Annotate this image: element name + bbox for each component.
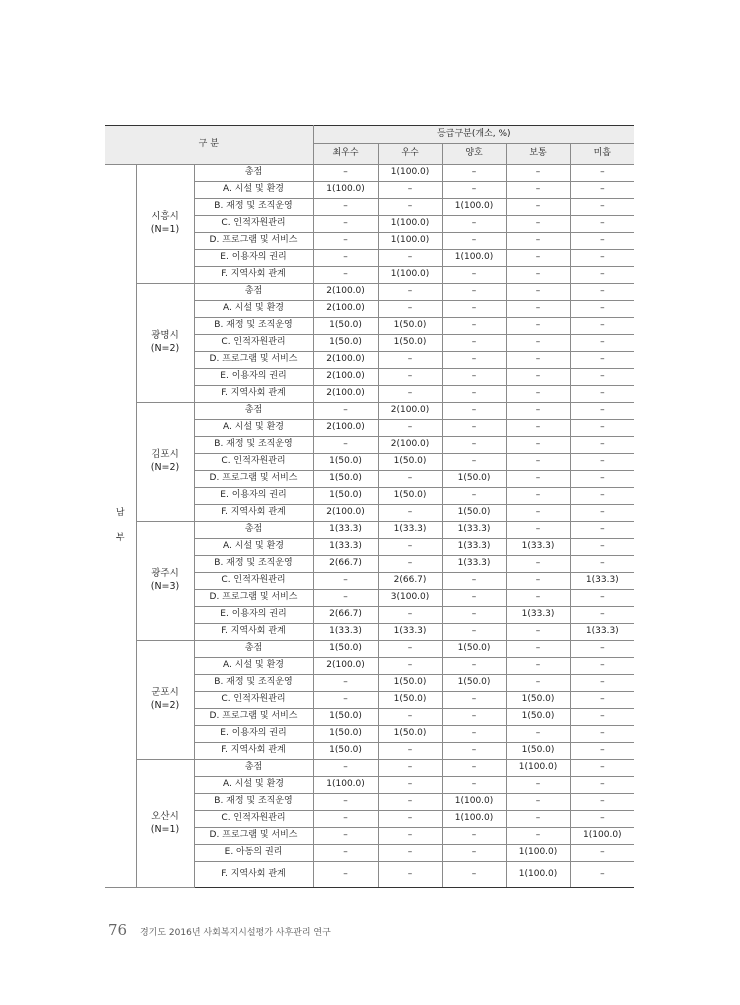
grade-value-cell: 1(50.0) xyxy=(506,692,570,709)
city-name: 광명시 xyxy=(151,330,179,342)
grade-value-cell: 1(33.3) xyxy=(313,624,378,641)
grade-value-cell: – xyxy=(378,250,442,267)
grade-value-cell: – xyxy=(570,301,634,318)
grade-value-cell: – xyxy=(506,675,570,692)
grade-value-cell: – xyxy=(313,862,378,888)
grade-value-cell: – xyxy=(570,471,634,488)
grade-value-cell: 1(100.0) xyxy=(442,250,506,267)
grade-value-cell: – xyxy=(442,182,506,199)
header-grade-good: 우수 xyxy=(378,144,442,165)
grade-value-cell: 1(50.0) xyxy=(378,335,442,352)
grade-value-cell: 2(66.7) xyxy=(313,556,378,573)
category-label: D. 프로그램 및 서비스 xyxy=(194,233,313,250)
grade-value-cell: – xyxy=(570,658,634,675)
grade-value-cell: 1(50.0) xyxy=(378,675,442,692)
grade-value-cell: 1(50.0) xyxy=(442,641,506,658)
page-footer xyxy=(108,921,331,939)
grade-value-cell: – xyxy=(313,675,378,692)
header-grade-fair: 양호 xyxy=(442,144,506,165)
grade-value-cell: 2(100.0) xyxy=(313,352,378,369)
category-label: F. 지역사회 관계 xyxy=(194,267,313,284)
grade-value-cell: – xyxy=(506,777,570,794)
city-name: 군포시 xyxy=(151,687,179,699)
category-label: D. 프로그램 및 서비스 xyxy=(194,590,313,607)
category-label: D. 프로그램 및 서비스 xyxy=(194,471,313,488)
grade-value-cell: – xyxy=(442,267,506,284)
grade-value-cell: – xyxy=(570,743,634,760)
grade-value-cell: 1(50.0) xyxy=(378,726,442,743)
grade-value-cell: – xyxy=(442,335,506,352)
grade-value-cell: 1(33.3) xyxy=(506,539,570,556)
grade-value-cell: 1(33.3) xyxy=(442,539,506,556)
grade-value-cell: 1(50.0) xyxy=(313,641,378,658)
grade-value-cell: – xyxy=(570,165,634,182)
grade-value-cell: – xyxy=(506,658,570,675)
grade-value-cell: – xyxy=(570,233,634,250)
grade-value-cell: – xyxy=(378,386,442,403)
category-label: D. 프로그램 및 서비스 xyxy=(194,828,313,845)
grade-value-cell: – xyxy=(313,811,378,828)
grade-value-cell: – xyxy=(378,420,442,437)
grade-value-cell: – xyxy=(506,182,570,199)
grade-value-cell: – xyxy=(570,369,634,386)
grade-value-cell: – xyxy=(442,709,506,726)
grade-value-cell: – xyxy=(378,182,442,199)
grade-value-cell: 1(100.0) xyxy=(442,794,506,811)
grade-value-cell: – xyxy=(442,828,506,845)
grade-value-cell: – xyxy=(570,862,634,888)
page-number: 76 xyxy=(108,921,128,939)
grade-value-cell: – xyxy=(442,403,506,420)
grade-value-cell: – xyxy=(570,420,634,437)
grade-value-cell: – xyxy=(442,216,506,233)
grade-value-cell: 1(50.0) xyxy=(313,335,378,352)
grade-value-cell: – xyxy=(570,794,634,811)
grade-value-cell: – xyxy=(570,675,634,692)
region-cell xyxy=(105,165,136,888)
grade-value-cell: – xyxy=(570,199,634,216)
grade-value-cell: – xyxy=(570,335,634,352)
grade-value-cell: 1(50.0) xyxy=(378,692,442,709)
grade-value-cell: 2(66.7) xyxy=(313,607,378,624)
category-label: 총점 xyxy=(194,641,313,658)
category-label: E. 이용자의 권리 xyxy=(194,488,313,505)
grade-value-cell: 2(100.0) xyxy=(378,437,442,454)
grade-value-cell: 3(100.0) xyxy=(378,590,442,607)
grade-value-cell: 1(50.0) xyxy=(442,505,506,522)
grade-value-cell: – xyxy=(442,454,506,471)
grade-value-cell: – xyxy=(378,777,442,794)
grade-value-cell: – xyxy=(378,794,442,811)
header-grade-title: 등급구분(개소, %) xyxy=(313,126,634,144)
table-row xyxy=(105,760,634,777)
grade-value-cell: – xyxy=(570,590,634,607)
grade-value-cell: – xyxy=(378,369,442,386)
table-row xyxy=(105,641,634,658)
grade-value-cell: – xyxy=(378,284,442,301)
grade-value-cell: – xyxy=(313,590,378,607)
grade-value-cell: – xyxy=(378,828,442,845)
grade-value-cell: – xyxy=(313,233,378,250)
grade-value-cell: – xyxy=(378,199,442,216)
footer-title: 경기도 2016년 사회복지시설평가 사후관리 연구 xyxy=(139,928,331,938)
grade-value-cell: 1(100.0) xyxy=(506,862,570,888)
grade-value-cell: – xyxy=(570,726,634,743)
city-count: (N=2) xyxy=(150,700,180,711)
grade-value-cell: – xyxy=(570,556,634,573)
grade-value-cell: 2(100.0) xyxy=(313,369,378,386)
city-cell xyxy=(136,760,194,888)
grade-value-cell: – xyxy=(442,743,506,760)
grade-value-cell: 1(100.0) xyxy=(313,182,378,199)
grade-value-cell: – xyxy=(442,607,506,624)
grade-value-cell: 2(100.0) xyxy=(313,301,378,318)
grade-value-cell: 1(50.0) xyxy=(313,726,378,743)
grade-value-cell: 2(100.0) xyxy=(313,420,378,437)
grade-value-cell: – xyxy=(570,267,634,284)
city-cell xyxy=(136,641,194,760)
category-label: E. 이용자의 권리 xyxy=(194,250,313,267)
grade-value-cell: – xyxy=(378,301,442,318)
grade-value-cell: 1(100.0) xyxy=(378,216,442,233)
grade-value-cell: – xyxy=(506,624,570,641)
grade-value-cell: – xyxy=(506,301,570,318)
grade-value-cell: – xyxy=(506,522,570,539)
grade-value-cell: 1(50.0) xyxy=(378,454,442,471)
grade-value-cell: – xyxy=(442,301,506,318)
region-label-2: 부 xyxy=(115,533,125,544)
table-row xyxy=(105,403,634,420)
grade-value-cell: – xyxy=(313,267,378,284)
grade-value-cell: – xyxy=(378,352,442,369)
grade-value-cell: 2(100.0) xyxy=(313,386,378,403)
grade-value-cell: 1(100.0) xyxy=(442,199,506,216)
grade-value-cell: – xyxy=(378,556,442,573)
grade-value-cell: – xyxy=(570,352,634,369)
grade-value-cell: – xyxy=(570,777,634,794)
grade-value-cell: – xyxy=(378,658,442,675)
grade-value-cell: – xyxy=(378,811,442,828)
grade-value-cell: 2(100.0) xyxy=(313,284,378,301)
grade-value-cell: – xyxy=(570,216,634,233)
category-label: D. 프로그램 및 서비스 xyxy=(194,352,313,369)
grade-value-cell: 1(50.0) xyxy=(442,675,506,692)
grade-value-cell: – xyxy=(570,692,634,709)
category-label: 총점 xyxy=(194,403,313,420)
city-name: 김포시 xyxy=(151,449,179,461)
grade-value-cell: – xyxy=(570,437,634,454)
grade-value-cell: – xyxy=(442,233,506,250)
grade-value-cell: 1(100.0) xyxy=(506,845,570,862)
category-label: C. 인적자원관리 xyxy=(194,692,313,709)
grade-value-cell: 1(33.3) xyxy=(506,607,570,624)
header-grade-excellent: 최우수 xyxy=(313,144,378,165)
grade-value-cell: – xyxy=(506,590,570,607)
grade-value-cell: – xyxy=(442,658,506,675)
grade-value-cell: 1(50.0) xyxy=(313,488,378,505)
grade-value-cell: 1(33.3) xyxy=(313,522,378,539)
grade-value-cell: – xyxy=(506,828,570,845)
city-cell xyxy=(136,403,194,522)
category-label: F. 지역사회 관계 xyxy=(194,505,313,522)
city-cell xyxy=(136,522,194,641)
grade-value-cell: 1(100.0) xyxy=(378,267,442,284)
grade-value-cell: 1(33.3) xyxy=(313,539,378,556)
grade-value-cell: – xyxy=(313,250,378,267)
category-label: A. 시설 및 환경 xyxy=(194,539,313,556)
grade-value-cell: 1(100.0) xyxy=(313,777,378,794)
grade-value-cell: – xyxy=(506,505,570,522)
grade-value-cell: – xyxy=(442,386,506,403)
category-label: B. 재정 및 조직운영 xyxy=(194,437,313,454)
grade-value-cell: – xyxy=(570,182,634,199)
header-grade-poor: 미흡 xyxy=(570,144,634,165)
category-label: A. 시설 및 환경 xyxy=(194,301,313,318)
grade-value-cell: 1(33.3) xyxy=(570,573,634,590)
grade-value-cell: 2(100.0) xyxy=(378,403,442,420)
category-label: 총점 xyxy=(194,522,313,539)
grade-value-cell: – xyxy=(313,828,378,845)
grade-value-cell: 1(50.0) xyxy=(313,318,378,335)
grade-value-cell: – xyxy=(506,386,570,403)
grade-value-cell: – xyxy=(442,352,506,369)
grade-value-cell: – xyxy=(313,216,378,233)
grade-value-cell: – xyxy=(442,420,506,437)
grade-value-cell: 1(50.0) xyxy=(506,709,570,726)
grade-value-cell: 2(100.0) xyxy=(313,658,378,675)
category-label: C. 인적자원관리 xyxy=(194,811,313,828)
grade-value-cell: 2(66.7) xyxy=(378,573,442,590)
category-label: E. 이용자의 권리 xyxy=(194,607,313,624)
grade-value-cell: – xyxy=(506,318,570,335)
grade-value-cell: – xyxy=(570,403,634,420)
grade-value-cell: 1(50.0) xyxy=(506,743,570,760)
grade-value-cell: – xyxy=(506,335,570,352)
grade-value-cell: – xyxy=(506,726,570,743)
grade-value-cell: – xyxy=(570,318,634,335)
grade-value-cell: – xyxy=(442,726,506,743)
grade-value-cell: – xyxy=(313,845,378,862)
grade-value-cell: 1(50.0) xyxy=(313,743,378,760)
grade-value-cell: – xyxy=(506,403,570,420)
grade-value-cell: – xyxy=(570,607,634,624)
grade-value-cell: – xyxy=(570,845,634,862)
grade-value-cell: – xyxy=(442,573,506,590)
grade-value-cell: – xyxy=(570,386,634,403)
grade-value-cell: 2(100.0) xyxy=(313,505,378,522)
grade-value-cell: 1(50.0) xyxy=(442,471,506,488)
grade-value-cell: – xyxy=(378,709,442,726)
grade-value-cell: – xyxy=(570,760,634,777)
city-count: (N=2) xyxy=(150,343,180,354)
category-label: B. 재정 및 조직운영 xyxy=(194,199,313,216)
grade-value-cell: – xyxy=(506,420,570,437)
category-label: F. 지역사회 관계 xyxy=(194,743,313,760)
category-label: D. 프로그램 및 서비스 xyxy=(194,709,313,726)
grade-value-cell: 1(100.0) xyxy=(442,811,506,828)
grade-value-cell: 1(33.3) xyxy=(378,624,442,641)
header-gubun: 구 분 xyxy=(105,126,313,165)
category-label: B. 재정 및 조직운영 xyxy=(194,675,313,692)
grade-value-cell: – xyxy=(442,369,506,386)
grade-value-cell: – xyxy=(378,845,442,862)
city-cell xyxy=(136,284,194,403)
header-grade-average: 보통 xyxy=(506,144,570,165)
region-label-1: 남 xyxy=(115,508,125,519)
city-cell xyxy=(136,165,194,284)
grade-value-cell: – xyxy=(506,437,570,454)
grade-value-cell: – xyxy=(442,318,506,335)
grade-value-cell: – xyxy=(570,641,634,658)
category-label: A. 시설 및 환경 xyxy=(194,182,313,199)
grade-value-cell: 1(50.0) xyxy=(378,488,442,505)
grade-value-cell: – xyxy=(570,811,634,828)
table-row xyxy=(105,165,634,182)
category-label: E. 이용자의 권리 xyxy=(194,726,313,743)
grade-value-cell: – xyxy=(313,760,378,777)
grade-value-cell: – xyxy=(506,811,570,828)
city-name: 오산시 xyxy=(151,810,179,822)
grade-value-cell: – xyxy=(570,539,634,556)
grade-value-cell: – xyxy=(442,284,506,301)
category-label: 총점 xyxy=(194,284,313,301)
grade-value-cell: – xyxy=(506,556,570,573)
grade-value-cell: – xyxy=(442,590,506,607)
grade-value-cell: – xyxy=(506,369,570,386)
grade-value-cell: 1(50.0) xyxy=(313,709,378,726)
grade-value-cell: – xyxy=(378,862,442,888)
category-label: B. 재정 및 조직운영 xyxy=(194,318,313,335)
category-label: 총점 xyxy=(194,760,313,777)
grade-value-cell: – xyxy=(313,692,378,709)
grade-value-cell: – xyxy=(506,471,570,488)
grade-value-cell: – xyxy=(313,199,378,216)
grade-value-cell: 1(100.0) xyxy=(570,828,634,845)
grade-value-cell: – xyxy=(570,284,634,301)
grade-value-cell: – xyxy=(442,760,506,777)
grade-value-cell: – xyxy=(570,454,634,471)
category-label: E. 이용자의 권리 xyxy=(194,369,313,386)
grade-value-cell: 1(100.0) xyxy=(506,760,570,777)
grade-value-cell: 1(50.0) xyxy=(378,318,442,335)
category-label: B. 재정 및 조직운영 xyxy=(194,556,313,573)
grade-value-cell: – xyxy=(570,709,634,726)
grade-value-cell: – xyxy=(506,267,570,284)
category-label: C. 인적자원관리 xyxy=(194,216,313,233)
grade-value-cell: – xyxy=(378,471,442,488)
grade-value-cell: – xyxy=(442,862,506,888)
grade-value-cell: – xyxy=(442,845,506,862)
grade-value-cell: 1(33.3) xyxy=(378,522,442,539)
category-label: F. 지역사회 관계 xyxy=(194,862,313,888)
grade-value-cell: 1(33.3) xyxy=(442,522,506,539)
category-label: C. 인적자원관리 xyxy=(194,573,313,590)
grade-value-cell: – xyxy=(313,437,378,454)
grade-value-cell: – xyxy=(506,216,570,233)
grade-value-cell: – xyxy=(442,624,506,641)
grade-value-cell: – xyxy=(442,488,506,505)
category-label: 총점 xyxy=(194,165,313,182)
grade-value-cell: – xyxy=(313,794,378,811)
grade-value-cell: – xyxy=(378,505,442,522)
category-label: A. 시설 및 환경 xyxy=(194,777,313,794)
grade-value-cell: – xyxy=(378,743,442,760)
category-label: F. 지역사회 관계 xyxy=(194,624,313,641)
grade-value-cell: – xyxy=(442,165,506,182)
grade-value-cell: – xyxy=(378,641,442,658)
grade-value-cell: – xyxy=(378,760,442,777)
grade-value-cell: – xyxy=(378,539,442,556)
grade-value-cell: 1(50.0) xyxy=(313,471,378,488)
grade-value-cell: – xyxy=(570,250,634,267)
grade-value-cell: – xyxy=(506,488,570,505)
grade-value-cell: – xyxy=(442,692,506,709)
grade-value-cell: – xyxy=(506,250,570,267)
grade-value-cell: 1(33.3) xyxy=(570,624,634,641)
grade-value-cell: – xyxy=(313,573,378,590)
category-label: A. 시설 및 환경 xyxy=(194,658,313,675)
grade-value-cell: – xyxy=(506,233,570,250)
city-name: 광주시 xyxy=(151,568,179,580)
grade-table xyxy=(105,125,634,888)
city-count: (N=1) xyxy=(150,823,180,835)
grade-value-cell: – xyxy=(313,165,378,182)
table-row xyxy=(105,522,634,539)
category-label: C. 인적자원관리 xyxy=(194,454,313,471)
grade-value-cell: 1(100.0) xyxy=(378,165,442,182)
category-label: A. 시설 및 환경 xyxy=(194,420,313,437)
category-label: C. 인적자원관리 xyxy=(194,335,313,352)
grade-value-cell: 1(50.0) xyxy=(313,454,378,471)
grade-value-cell: – xyxy=(570,522,634,539)
grade-value-cell: 1(33.3) xyxy=(442,556,506,573)
grade-value-cell: – xyxy=(570,505,634,522)
grade-value-cell: – xyxy=(378,607,442,624)
grade-value-cell: 1(100.0) xyxy=(378,233,442,250)
city-name: 시흥시 xyxy=(151,211,179,223)
table-row xyxy=(105,284,634,301)
grade-value-cell: – xyxy=(442,437,506,454)
category-label: B. 재정 및 조직운영 xyxy=(194,794,313,811)
grade-value-cell: – xyxy=(506,641,570,658)
grade-value-cell: – xyxy=(442,777,506,794)
grade-value-cell: – xyxy=(506,352,570,369)
grade-value-cell: – xyxy=(506,199,570,216)
category-label: E. 아동의 권리 xyxy=(194,845,313,862)
grade-value-cell: – xyxy=(506,794,570,811)
grade-value-cell: – xyxy=(506,165,570,182)
city-count: (N=2) xyxy=(150,462,180,473)
grade-value-cell: – xyxy=(506,573,570,590)
city-count: (N=3) xyxy=(150,581,180,592)
grade-value-cell: – xyxy=(313,403,378,420)
city-count: (N=1) xyxy=(150,224,180,235)
grade-value-cell: – xyxy=(506,284,570,301)
grade-value-cell: – xyxy=(506,454,570,471)
grade-value-cell: – xyxy=(570,488,634,505)
category-label: F. 지역사회 관계 xyxy=(194,386,313,403)
